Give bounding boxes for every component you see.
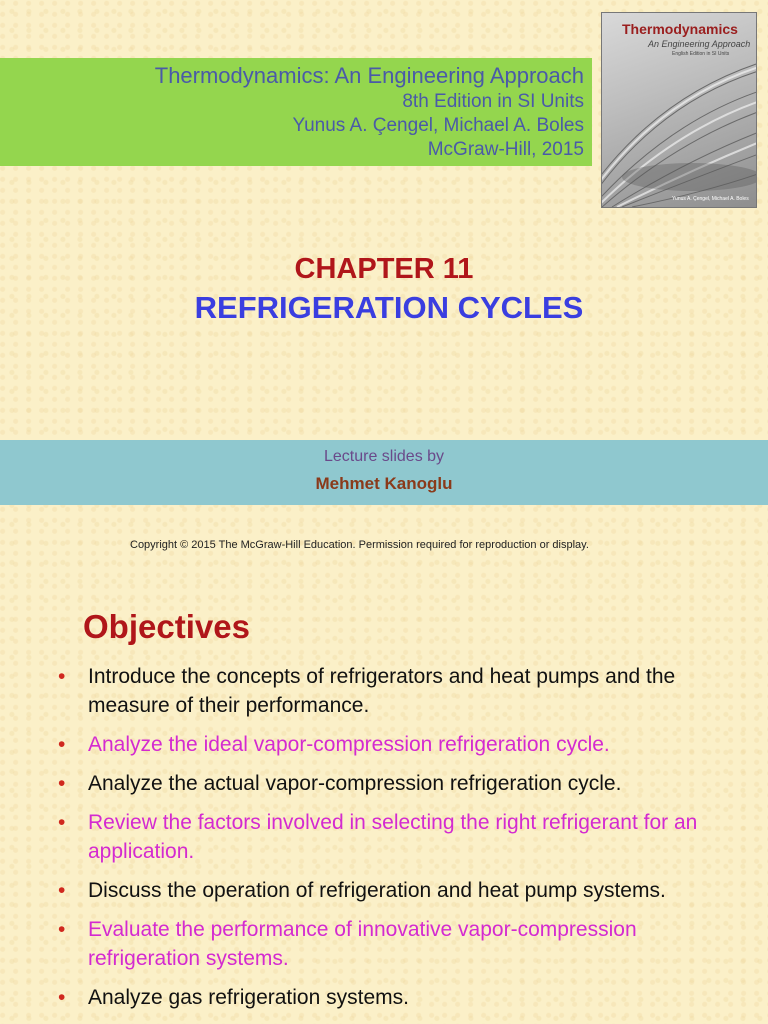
cover-title: Thermodynamics — [622, 21, 738, 37]
objective-item — [0, 915, 768, 973]
bullet-icon: • — [58, 811, 66, 834]
book-edition: 8th Edition in SI Units — [402, 91, 584, 112]
chapter-title: REFRIGERATION CYCLES — [194, 290, 584, 325]
lecture-label: Lecture slides by — [323, 448, 445, 465]
cover-subtitle: An Engineering Approach — [648, 39, 751, 49]
objective-item — [0, 983, 768, 1012]
bullet-icon: • — [58, 772, 66, 795]
book-authors: Yunus A. Çengel, Michael A. Boles — [292, 115, 584, 136]
objectives-heading: Objectives — [83, 608, 250, 645]
bullet-icon: • — [58, 733, 66, 756]
objective-text: Introduce the concepts of refrigerators and heat pumps and the measure of their performance. — [88, 665, 676, 717]
turbine-blades-icon — [602, 57, 757, 207]
bullet-icon: • — [58, 986, 66, 1009]
bullet-icon: • — [58, 879, 66, 902]
lecture-author: Mehmet Kanoglu — [315, 474, 453, 493]
objective-text: Review the factors involved in selecting the right refrigerant for an application. — [88, 811, 698, 863]
lecture-band — [0, 440, 768, 505]
chapter-number: CHAPTER 11 — [294, 253, 474, 285]
header-band — [0, 58, 592, 166]
book-cover-image — [601, 12, 757, 208]
objective-item — [0, 808, 768, 866]
objective-text: Discuss the operation of refrigeration and heat pump systems. — [88, 879, 666, 902]
cover-authors: Yunus A. Çengel, Michael A. Boles — [672, 196, 749, 202]
objective-item — [0, 876, 768, 905]
objective-text: Analyze the ideal vapor-compression refrigeration cycle. — [88, 733, 610, 756]
book-title: Thermodynamics: An Engineering Approach — [154, 63, 584, 88]
cover-edition: English Edition in SI Units — [672, 51, 730, 57]
book-publisher: McGraw-Hill, 2015 — [427, 139, 584, 160]
objectives-list — [0, 662, 768, 1022]
objective-item — [0, 730, 768, 759]
objective-text: Analyze the actual vapor-compression refrigeration cycle. — [88, 772, 622, 795]
bullet-icon: • — [58, 665, 66, 688]
objective-item — [0, 662, 768, 720]
objective-text: Analyze gas refrigeration systems. — [88, 986, 409, 1009]
copyright-notice: Copyright © 2015 The McGraw-Hill Education. Permission required for reproduction or display. — [130, 539, 589, 551]
bullet-icon: • — [58, 918, 66, 941]
objective-text: Evaluate the performance of innovative vapor-compression refrigeration systems. — [88, 918, 637, 970]
objective-item — [0, 769, 768, 798]
